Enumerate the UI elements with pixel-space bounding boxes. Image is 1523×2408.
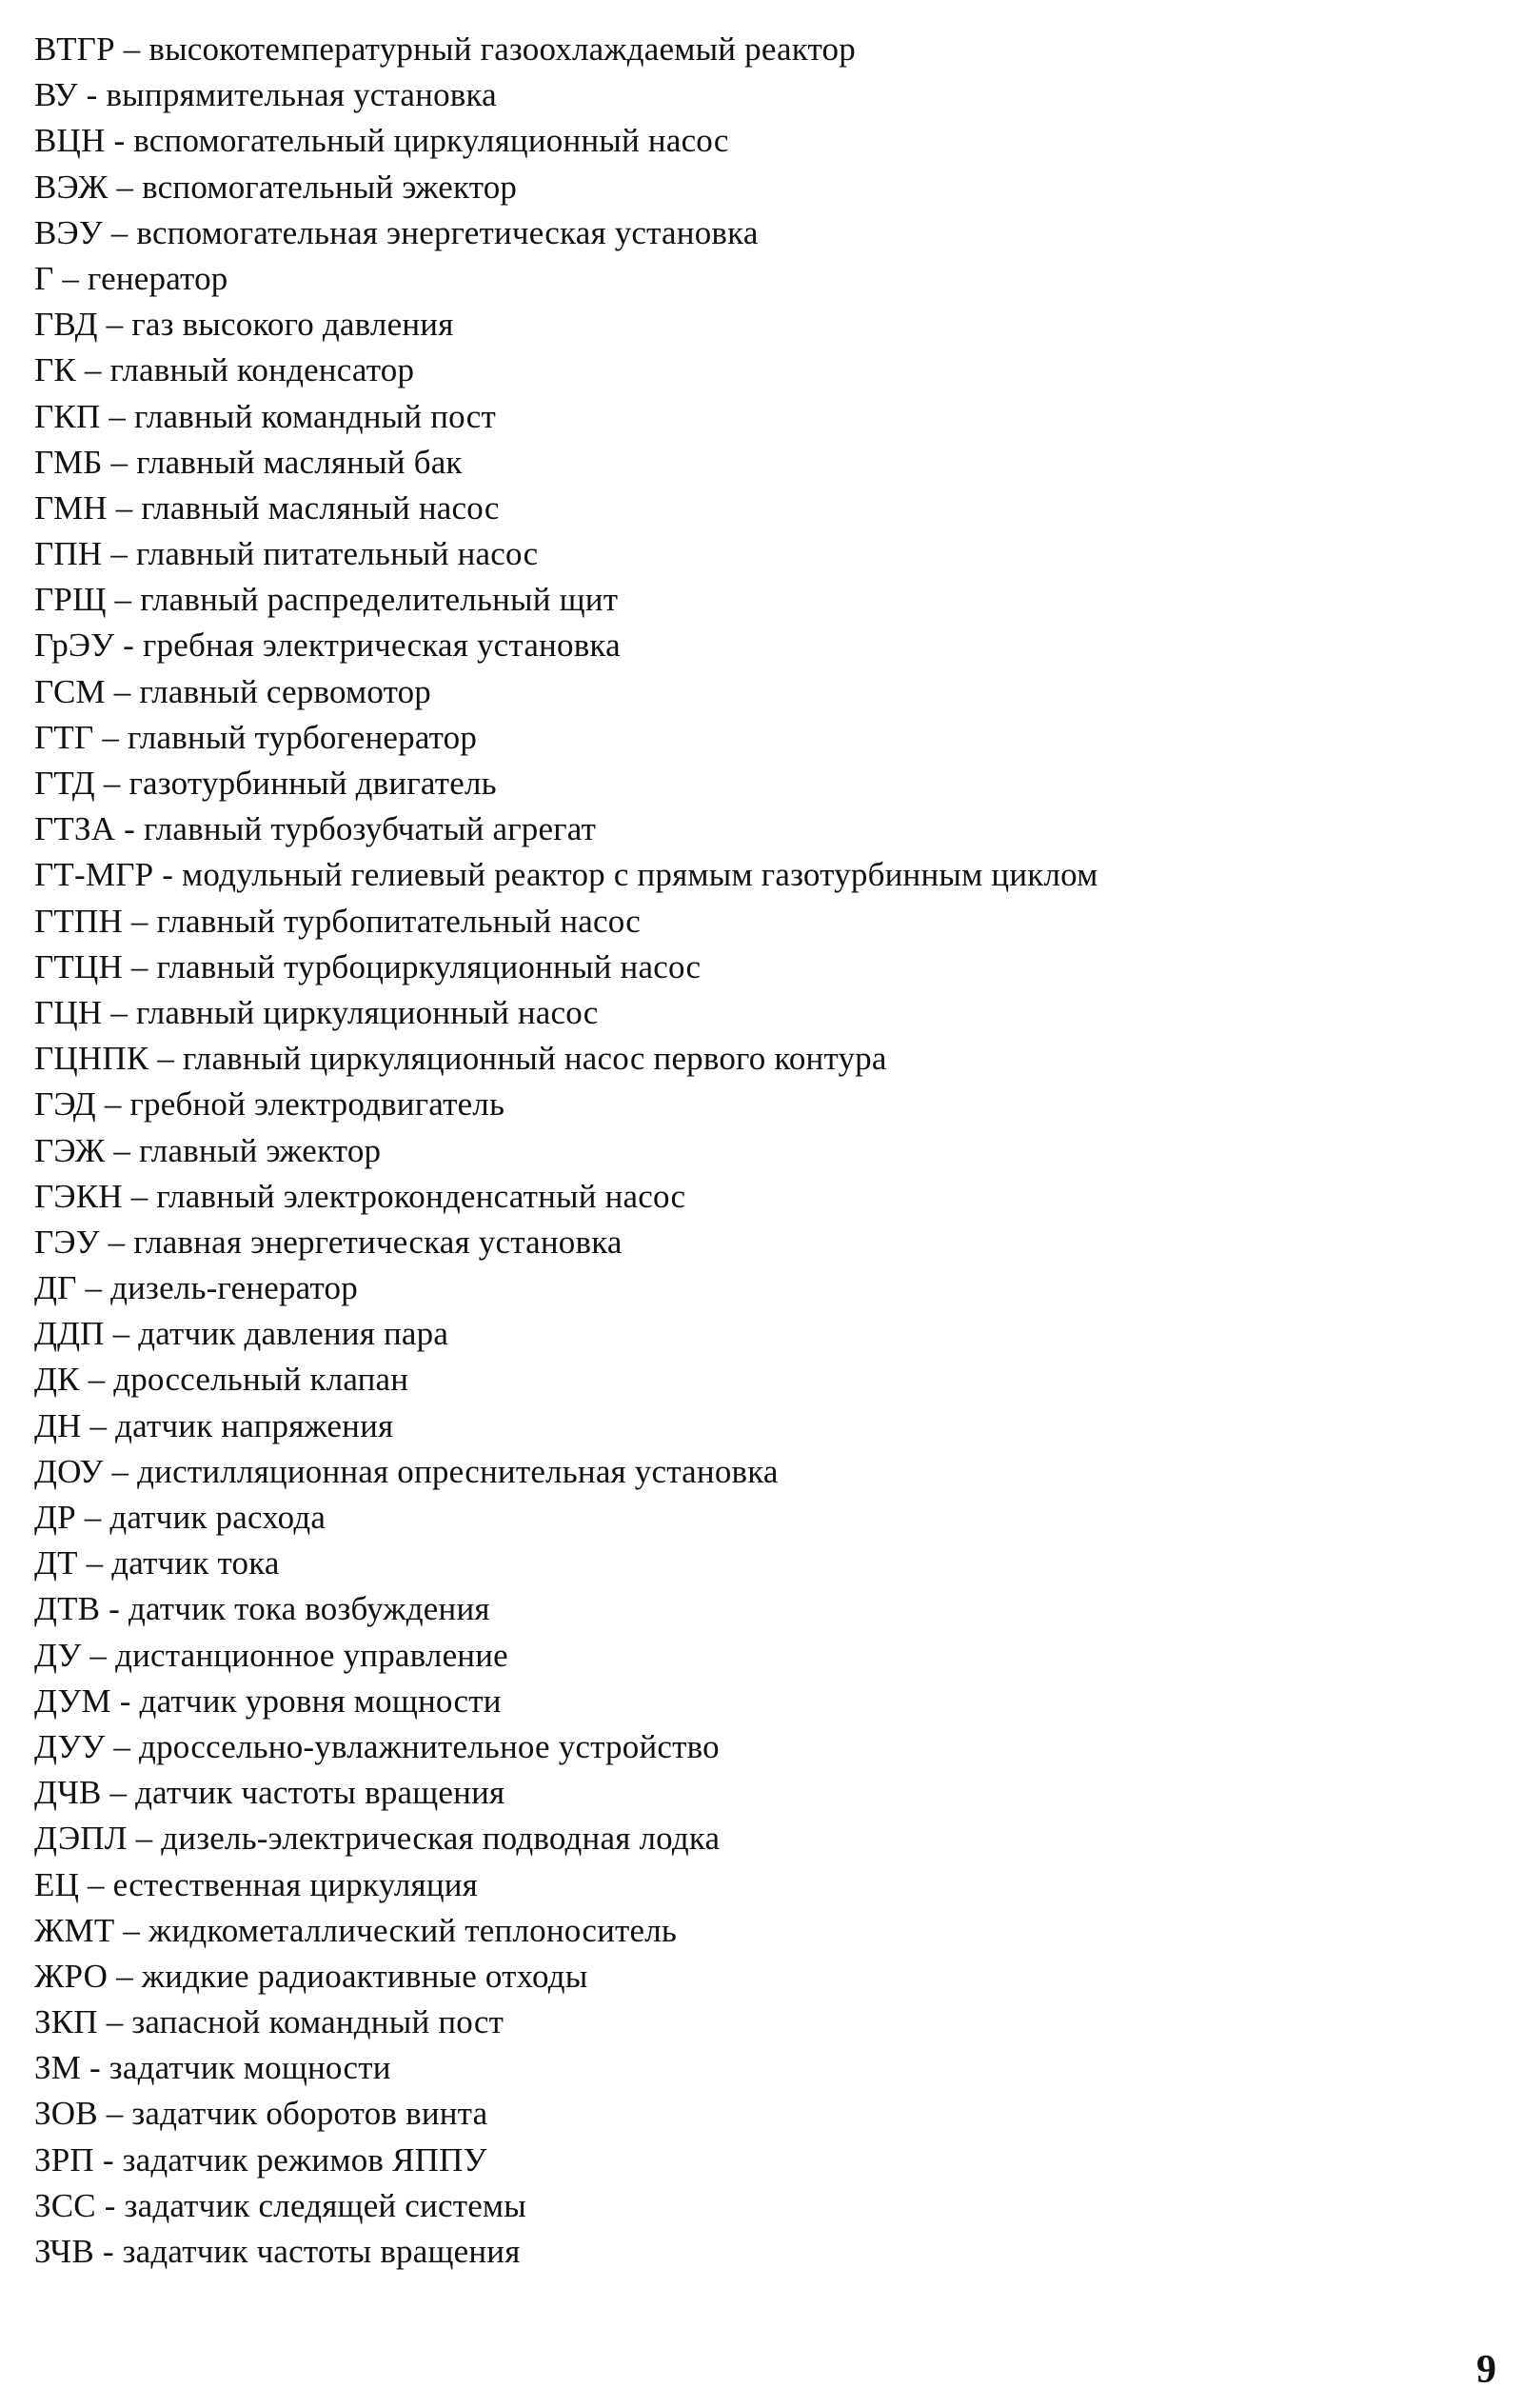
abbreviation-entry: ГЭКН – главный электроконденсатный насос xyxy=(34,1177,686,1215)
abbreviation-entry: ВЦН - вспомогательный циркуляционный насос xyxy=(34,122,729,160)
abbreviation-entry: ДЭПЛ – дизель-электрическая подводная лодка xyxy=(34,1820,721,1858)
abbreviation-entry: ДН – датчик напряжения xyxy=(34,1406,394,1444)
abbreviation-entry: ГЭЖ – главный эжектор xyxy=(34,1131,382,1169)
abbreviation-entry: ЗОВ – задатчик оборотов винта xyxy=(34,2095,488,2133)
abbreviation-entry: ДУ – дистанционное управление xyxy=(34,1636,508,1674)
abbreviation-entry: ДДП – датчик давления пара xyxy=(34,1315,449,1353)
abbreviation-entry: ДОУ – дистилляционная опреснительная установка xyxy=(34,1452,779,1490)
abbreviation-entry: ГСМ – главный сервомотор xyxy=(34,672,432,710)
abbreviation-entry: ГЦНПК – главный циркуляционный насос первого контура xyxy=(34,1040,887,1078)
abbreviation-entry: ГТГ – главный турбогенератор xyxy=(34,718,478,756)
abbreviation-entry: ГрЭУ - гребная электрическая установка xyxy=(34,627,621,665)
abbreviation-entry: ЗМ - задатчик мощности xyxy=(34,2049,391,2087)
abbreviation-entry: ГТ-МГР - модульный гелиевый реактор с прямым газотурбинным циклом xyxy=(34,856,1098,894)
abbreviation-entry: ГТЗА - главный турбозубчатый агрегат xyxy=(34,810,597,848)
abbreviation-entry: ЗЧВ - задатчик частоты вращения xyxy=(34,2233,521,2270)
abbreviation-entry: ГРЩ – главный распределительный щит xyxy=(34,581,619,619)
abbreviation-entry: ВЭУ – вспомогательная энергетическая установка xyxy=(34,213,759,251)
abbreviation-entry: ГМБ – главный масляный бак xyxy=(34,443,463,481)
abbreviation-entry: ГЭД – гребной электродвигатель xyxy=(34,1085,505,1124)
abbreviation-entry: ВУ - выпрямительная установка xyxy=(34,76,497,114)
abbreviation-entry: ГПН – главный питательный насос xyxy=(34,535,539,573)
abbreviation-entry: ГМН – главный масляный насос xyxy=(34,488,500,527)
abbreviation-entry: ГТЦН – главный турбоциркуляционный насос xyxy=(34,947,702,985)
abbreviation-entry: ДТ – датчик тока xyxy=(34,1544,280,1582)
abbreviation-entry: ДР – датчик расхода xyxy=(34,1499,326,1536)
abbreviation-entry: ЗСС - задатчик следящей системы xyxy=(34,2186,526,2224)
page-number: 9 xyxy=(1476,2348,1496,2392)
abbreviation-entry: ГК – главный конденсатор xyxy=(34,351,415,389)
abbreviation-entry: ДК – дроссельный клапан xyxy=(34,1361,409,1399)
abbreviation-entry: ЗКП – запасной командный пост xyxy=(34,2003,504,2041)
abbreviation-entry: ВЭЖ – вспомогательный эжектор xyxy=(34,168,518,206)
abbreviation-entry: ГКП – главный командный пост xyxy=(34,397,496,435)
abbreviation-entry: ЖРО – жидкие радиоактивные отходы xyxy=(34,1957,588,1995)
abbreviation-entry: ГВД – газ высокого давления xyxy=(34,306,454,344)
abbreviation-entry: ВТГР – высокотемпературный газоохлаждаемый реактор xyxy=(34,30,856,68)
abbreviation-entry: ГТПН – главный турбопитательный насос xyxy=(34,902,642,940)
abbreviation-list xyxy=(34,27,1500,2275)
abbreviation-entry: ЖМТ – жидкометаллический теплоноситель xyxy=(34,1911,678,1949)
abbreviation-entry: ДГ – дизель-генератор xyxy=(34,1269,358,1307)
abbreviation-entry: ЗРП - задатчик режимов ЯППУ xyxy=(34,2140,487,2179)
abbreviation-entry: ДУУ – дроссельно-увлажнительное устройство xyxy=(34,1727,720,1765)
abbreviation-entry: ГЦН – главный циркуляционный насос xyxy=(34,993,599,1031)
abbreviation-entry: Г – генератор xyxy=(34,259,228,297)
abbreviation-entry: ДУМ - датчик уровня мощности xyxy=(34,1682,502,1720)
abbreviation-entry: ГЭУ – главная энергетическая установка xyxy=(34,1223,623,1261)
abbreviation-entry: ЕЦ – естественная циркуляция xyxy=(34,1865,478,1903)
abbreviation-entry: ДТВ - датчик тока возбуждения xyxy=(34,1590,490,1628)
abbreviation-entry: ДЧВ – датчик частоты вращения xyxy=(34,1774,505,1812)
abbreviation-entry: ГТД – газотурбинный двигатель xyxy=(34,765,497,802)
